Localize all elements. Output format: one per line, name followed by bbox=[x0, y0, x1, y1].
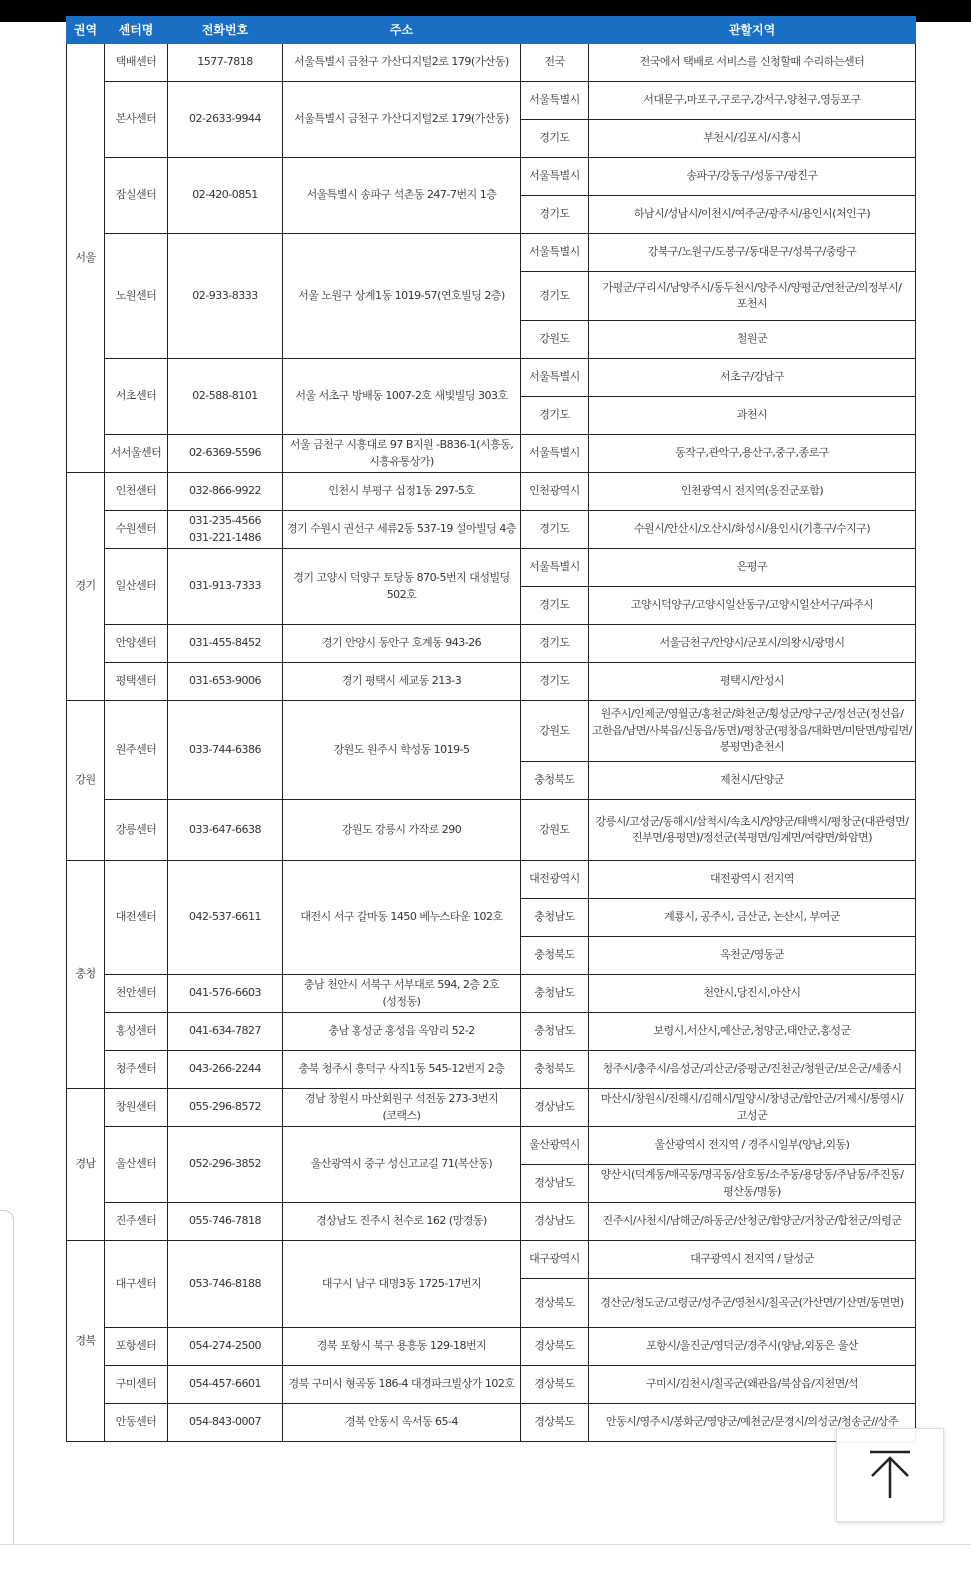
table-row bbox=[67, 435, 916, 473]
districts-cell: 과천시 bbox=[589, 397, 916, 435]
center-name-cell: 포항센터 bbox=[105, 1328, 168, 1366]
province-cell: 충청북도 bbox=[521, 937, 589, 975]
districts-cell: 보령시,서산시,예산군,청양군,태안군,홍성군 bbox=[589, 1013, 916, 1051]
address-cell: 충남 천안시 서북구 서부대로 594, 2층 2호(성정동) bbox=[283, 975, 521, 1013]
province-cell: 서울특별시 bbox=[521, 234, 589, 272]
center-name-cell: 본사센터 bbox=[105, 82, 168, 158]
districts-cell: 양산시(덕계동/매곡동/명곡동/삼호동/소주동/용당동/주남동/주진동/평산동/명동) bbox=[589, 1165, 916, 1203]
phone-cell: 031-913-7333 bbox=[168, 549, 283, 625]
address-cell: 경기 고양시 덕양구 토당동 870-5번지 대성빌딩 502호 bbox=[283, 549, 521, 625]
center-name-cell: 진주센터 bbox=[105, 1203, 168, 1241]
districts-cell: 부천시/김포시/시흥시 bbox=[589, 120, 916, 158]
phone-cell: 054-457-6601 bbox=[168, 1366, 283, 1404]
districts-cell: 청주시/충주시/음성군/괴산군/증평군/진천군/청원군/보은군/세종시 bbox=[589, 1051, 916, 1089]
region-cell: 충청 bbox=[67, 861, 105, 1089]
districts-cell: 계룡시, 공주시, 금산군, 논산시, 부여군 bbox=[589, 899, 916, 937]
province-cell: 경기도 bbox=[521, 397, 589, 435]
address-cell: 경기 수원시 권선구 세류2동 537-19 설아빌딩 4층 bbox=[283, 511, 521, 549]
phone-cell: 02-420-0851 bbox=[168, 158, 283, 234]
address-cell: 울산광역시 중구 성신고교길 71(복산동) bbox=[283, 1127, 521, 1203]
districts-cell: 철원군 bbox=[589, 321, 916, 359]
table-row bbox=[67, 1127, 916, 1165]
districts-cell: 하남시/성남시/이천시/여주군/광주시/용인시(처인구) bbox=[589, 196, 916, 234]
table-row bbox=[67, 82, 916, 120]
districts-cell: 인천광역시 전지역(옹진군포함) bbox=[589, 473, 916, 511]
districts-cell: 옥천군/영동군 bbox=[589, 937, 916, 975]
province-cell: 강원도 bbox=[521, 701, 589, 762]
table-row bbox=[67, 1241, 916, 1279]
address-cell: 경북 구미시 형곡동 186-4 대경파크빌상가 102호 bbox=[283, 1366, 521, 1404]
province-cell: 전국 bbox=[521, 44, 589, 82]
province-cell: 서울특별시 bbox=[521, 359, 589, 397]
province-cell: 강원도 bbox=[521, 321, 589, 359]
province-cell: 경기도 bbox=[521, 120, 589, 158]
province-cell: 충청북도 bbox=[521, 762, 589, 800]
province-cell: 경상남도 bbox=[521, 1165, 589, 1203]
center-name-cell: 택배센터 bbox=[105, 44, 168, 82]
service-center-table-wrapper bbox=[66, 16, 915, 1442]
province-cell: 충청북도 bbox=[521, 1051, 589, 1089]
table-body bbox=[67, 44, 916, 1442]
table-row bbox=[67, 359, 916, 397]
bottom-sheet-edge bbox=[0, 1544, 971, 1575]
phone-cell: 02-6369-5596 bbox=[168, 435, 283, 473]
districts-cell: 포항시/울진군/영덕군/경주시(양남,외동은 울산 bbox=[589, 1328, 916, 1366]
center-name-cell: 구미센터 bbox=[105, 1366, 168, 1404]
districts-cell: 송파구/강동구/성동구/광진구 bbox=[589, 158, 916, 196]
address-cell: 경북 포항시 북구 용흥동 129-18번지 bbox=[283, 1328, 521, 1366]
phone-cell: 053-746-8188 bbox=[168, 1241, 283, 1328]
districts-cell: 제천시/단양군 bbox=[589, 762, 916, 800]
center-name-cell: 대구센터 bbox=[105, 1241, 168, 1328]
table-row bbox=[67, 44, 916, 82]
address-cell: 서울특별시 송파구 석촌동 247-7번지 1층 bbox=[283, 158, 521, 234]
province-cell: 경상북도 bbox=[521, 1328, 589, 1366]
address-cell: 서울 금천구 시흥대로 97 B지원 -B836-1(시흥동,시흥유통상가) bbox=[283, 435, 521, 473]
address-cell: 경기 안양시 동안구 호계동 943-26 bbox=[283, 625, 521, 663]
districts-cell: 전국에서 택배로 서비스를 신청할때 수리하는센터 bbox=[589, 44, 916, 82]
center-name-cell: 서초센터 bbox=[105, 359, 168, 435]
region-cell: 경남 bbox=[67, 1089, 105, 1241]
districts-cell: 서초구/강남구 bbox=[589, 359, 916, 397]
service-center-table bbox=[66, 16, 916, 1442]
address-cell: 충남 홍성군 홍성읍 옥암리 52-2 bbox=[283, 1013, 521, 1051]
phone-cell: 02-2633-9944 bbox=[168, 82, 283, 158]
table-row bbox=[67, 1051, 916, 1089]
address-cell: 강원도 강릉시 가작로 290 bbox=[283, 800, 521, 861]
districts-cell: 마산시/창원시/진해시/김해시/밀양시/창녕군/함안군/거제시/통영시/고성군 bbox=[589, 1089, 916, 1127]
districts-cell: 대전광역시 전지역 bbox=[589, 861, 916, 899]
table-row bbox=[67, 473, 916, 511]
districts-cell: 수원시/안산시/오산시/화성시/용인시(기흥구/수지구) bbox=[589, 511, 916, 549]
districts-cell: 울산광역시 전지역 / 경주시일부(양남,외동) bbox=[589, 1127, 916, 1165]
region-cell: 서울 bbox=[67, 44, 105, 473]
address-cell: 대구시 남구 대명3동 1725-17번지 bbox=[283, 1241, 521, 1328]
col-header-phone: 전화번호 bbox=[168, 17, 283, 44]
table-row bbox=[67, 861, 916, 899]
province-cell: 서울특별시 bbox=[521, 82, 589, 120]
districts-cell: 서대문구,마포구,구로구,강서구,양천구,영등포구 bbox=[589, 82, 916, 120]
phone-cell: 042-537-6611 bbox=[168, 861, 283, 975]
province-cell: 경상북도 bbox=[521, 1279, 589, 1328]
phone-cell: 041-634-7827 bbox=[168, 1013, 283, 1051]
districts-cell: 진주시/사천시/남해군/하동군/산청군/함양군/거창군/합천군/의령군 bbox=[589, 1203, 916, 1241]
address-cell: 강원도 원주시 학성동 1019-5 bbox=[283, 701, 521, 800]
table-row bbox=[67, 1404, 916, 1442]
center-name-cell: 울산센터 bbox=[105, 1127, 168, 1203]
address-cell: 경남 창원시 마산회원구 석전동 273-3번지(코랙스) bbox=[283, 1089, 521, 1127]
table-row bbox=[67, 701, 916, 762]
phone-cell: 054-843-0007 bbox=[168, 1404, 283, 1442]
table-row bbox=[67, 511, 916, 549]
phone-cell: 02-588-8101 bbox=[168, 359, 283, 435]
province-cell: 경기도 bbox=[521, 196, 589, 234]
phone-cell: 054-274-2500 bbox=[168, 1328, 283, 1366]
districts-cell: 강릉시/고성군/동해시/삼척시/속초시/양양군/태백시/평창군(대관령면/진부면/용평면)/정선군(북평면/임계면/여량면/화암면) bbox=[589, 800, 916, 861]
province-cell: 서울특별시 bbox=[521, 158, 589, 196]
districts-cell: 평택시/안성시 bbox=[589, 663, 916, 701]
province-cell: 서울특별시 bbox=[521, 435, 589, 473]
province-cell: 대전광역시 bbox=[521, 861, 589, 899]
table-header-row bbox=[67, 17, 916, 44]
address-cell: 경북 안동시 옥서동 65-4 bbox=[283, 1404, 521, 1442]
province-cell: 대구광역시 bbox=[521, 1241, 589, 1279]
province-cell: 경기도 bbox=[521, 272, 589, 321]
address-cell: 인천시 부평구 십정1동 297-5호 bbox=[283, 473, 521, 511]
address-cell: 경상남도 진주시 천수로 162 (망경동) bbox=[283, 1203, 521, 1241]
districts-cell: 구미시/김천시/칠곡군(왜관읍/북삼읍/지천면/석 bbox=[589, 1366, 916, 1404]
center-name-cell: 수원센터 bbox=[105, 511, 168, 549]
center-name-cell: 서서울센터 bbox=[105, 435, 168, 473]
province-cell: 경기도 bbox=[521, 511, 589, 549]
province-cell: 울산광역시 bbox=[521, 1127, 589, 1165]
side-panel-edge bbox=[0, 1210, 14, 1572]
districts-cell: 가평군/구리시/남양주시/동두천시/양주시/양평군/연천군/의정부시/포천시 bbox=[589, 272, 916, 321]
center-name-cell: 평택센터 bbox=[105, 663, 168, 701]
table-row bbox=[67, 158, 916, 196]
phone-cell: 041-576-6603 bbox=[168, 975, 283, 1013]
province-cell: 경기도 bbox=[521, 587, 589, 625]
address-cell: 서울특별시 금천구 가산디지털2로 179(가산동) bbox=[283, 82, 521, 158]
center-name-cell: 일산센터 bbox=[105, 549, 168, 625]
table-row bbox=[67, 234, 916, 272]
phone-cell: 031-235-4566 031-221-1486 bbox=[168, 511, 283, 549]
phone-cell: 055-746-7818 bbox=[168, 1203, 283, 1241]
province-cell: 서울특별시 bbox=[521, 549, 589, 587]
center-name-cell: 창원센터 bbox=[105, 1089, 168, 1127]
districts-cell: 강북구/노원구/도봉구/동대문구/성북구/중랑구 bbox=[589, 234, 916, 272]
table-row bbox=[67, 1366, 916, 1404]
center-name-cell: 노원센터 bbox=[105, 234, 168, 359]
province-cell: 경상북도 bbox=[521, 1404, 589, 1442]
table-row bbox=[67, 800, 916, 861]
phone-cell: 033-744-6386 bbox=[168, 701, 283, 800]
phone-cell: 052-296-3852 bbox=[168, 1127, 283, 1203]
center-name-cell: 원주센터 bbox=[105, 701, 168, 800]
table-row bbox=[67, 1203, 916, 1241]
address-cell: 서울 서초구 방배동 1007-2호 새빛빌딩 303호 bbox=[283, 359, 521, 435]
phone-cell: 031-455-8452 bbox=[168, 625, 283, 663]
address-cell: 서울특별시 금천구 가산디지털2로 179(가산동) bbox=[283, 44, 521, 82]
address-cell: 서울 노원구 상계1동 1019-57(연호빌딩 2층) bbox=[283, 234, 521, 359]
districts-cell: 원주시/인제군/영월군/홍천군/화천군/횡성군/양구군/정선군(정선읍/고한읍/남면/사북읍/신동읍/동면)/평창군(평창읍/대화면/미탄면/방림면/봉평면)춘천시 bbox=[589, 701, 916, 762]
province-cell: 충청남도 bbox=[521, 1013, 589, 1051]
districts-cell: 고양시덕양구/고양시일산동구/고양시일산서구/파주시 bbox=[589, 587, 916, 625]
phone-cell: 031-653-9006 bbox=[168, 663, 283, 701]
table-row bbox=[67, 975, 916, 1013]
table-row bbox=[67, 1328, 916, 1366]
address-cell: 대전시 서구 갈마동 1450 베누스타운 102호 bbox=[283, 861, 521, 975]
phone-cell: 055-296-8572 bbox=[168, 1089, 283, 1127]
col-header-province bbox=[521, 17, 589, 44]
province-cell: 충청남도 bbox=[521, 975, 589, 1013]
districts-cell: 경산군/청도군/고령군/성주군/영천시/칠곡군(가산면/기산면/동면면) bbox=[589, 1279, 916, 1328]
province-cell: 충청남도 bbox=[521, 899, 589, 937]
table-row bbox=[67, 549, 916, 587]
province-cell: 경상북도 bbox=[521, 1366, 589, 1404]
center-name-cell: 천안센터 bbox=[105, 975, 168, 1013]
phone-cell: 043-266-2244 bbox=[168, 1051, 283, 1089]
center-name-cell: 안양센터 bbox=[105, 625, 168, 663]
col-header-region: 권역 bbox=[67, 17, 105, 44]
address-cell: 경기 평택시 세교동 213-3 bbox=[283, 663, 521, 701]
region-cell: 경북 bbox=[67, 1241, 105, 1442]
center-name-cell: 잠실센터 bbox=[105, 158, 168, 234]
table-row bbox=[67, 625, 916, 663]
center-name-cell: 대전센터 bbox=[105, 861, 168, 975]
phone-cell: 02-933-8333 bbox=[168, 234, 283, 359]
districts-cell: 대구광역시 전지역 / 달성군 bbox=[589, 1241, 916, 1279]
col-header-address: 주소 bbox=[283, 17, 521, 44]
table-row bbox=[67, 1089, 916, 1127]
districts-cell: 안동시/영주시/봉화군/영양군/예천군/문경시/의성군/청송군//상주 bbox=[589, 1404, 916, 1442]
col-header-center: 센터명 bbox=[105, 17, 168, 44]
province-cell: 경기도 bbox=[521, 663, 589, 701]
region-cell: 경기 bbox=[67, 473, 105, 701]
province-cell: 인천광역시 bbox=[521, 473, 589, 511]
phone-cell: 1577-7818 bbox=[168, 44, 283, 82]
phone-cell: 033-647-6638 bbox=[168, 800, 283, 861]
center-name-cell: 인천센터 bbox=[105, 473, 168, 511]
center-name-cell: 청주센터 bbox=[105, 1051, 168, 1089]
districts-cell: 은평구 bbox=[589, 549, 916, 587]
districts-cell: 천안시,당진시,아산시 bbox=[589, 975, 916, 1013]
province-cell: 강원도 bbox=[521, 800, 589, 861]
center-name-cell: 홍성센터 bbox=[105, 1013, 168, 1051]
scroll-to-top-button[interactable] bbox=[836, 1428, 944, 1522]
arrow-up-icon bbox=[868, 1450, 912, 1500]
table-row bbox=[67, 1013, 916, 1051]
center-name-cell: 강릉센터 bbox=[105, 800, 168, 861]
province-cell: 경기도 bbox=[521, 625, 589, 663]
table-row bbox=[67, 663, 916, 701]
center-name-cell: 안동센터 bbox=[105, 1404, 168, 1442]
col-header-areas: 관할지역 bbox=[589, 17, 916, 44]
districts-cell: 서울금천구/안양시/군포시/의왕시/광명시 bbox=[589, 625, 916, 663]
province-cell: 경상남도 bbox=[521, 1089, 589, 1127]
phone-cell: 032-866-9922 bbox=[168, 473, 283, 511]
districts-cell: 동작구,관악구,용산구,중구,종로구 bbox=[589, 435, 916, 473]
province-cell: 경상남도 bbox=[521, 1203, 589, 1241]
address-cell: 충북 청주시 흥덕구 사직1동 545-12번지 2층 bbox=[283, 1051, 521, 1089]
region-cell: 강원 bbox=[67, 701, 105, 861]
